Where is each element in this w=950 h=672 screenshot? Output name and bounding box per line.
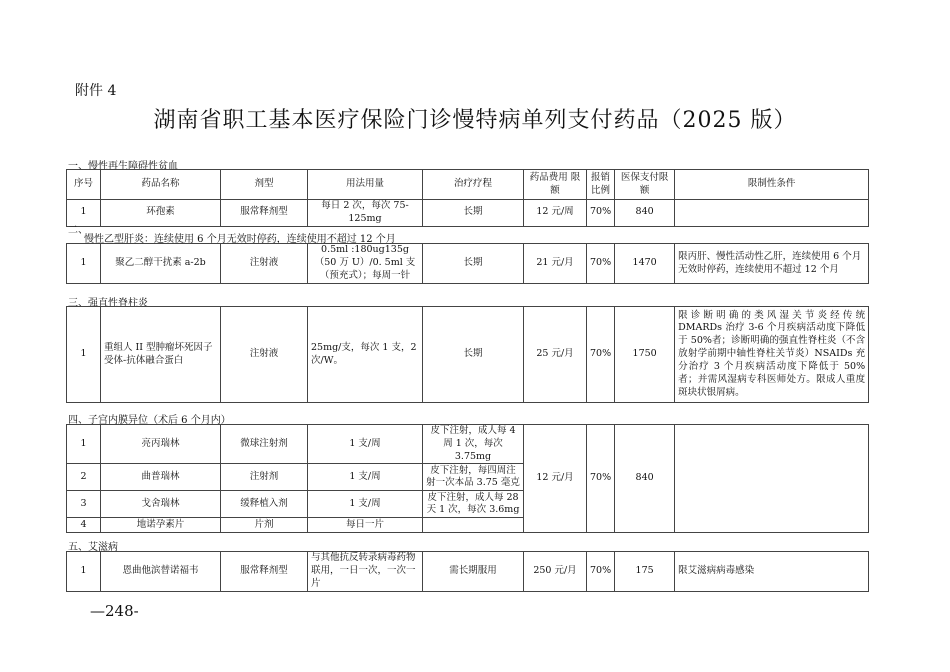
cell-name: 聚乙二醇干扰素 a-2b <box>101 244 221 284</box>
table-row <box>67 307 869 403</box>
header-cell: 用法用量 <box>308 170 423 200</box>
cell-course: 长期 <box>423 244 524 284</box>
cell-course: 长期 <box>423 307 524 403</box>
table-row <box>67 244 869 284</box>
cell-form: 服常释剂型 <box>221 552 308 592</box>
cell-course: 需长期服用 <box>423 552 524 592</box>
cell-limit <box>675 425 869 533</box>
header-cell: 报销比例 <box>587 170 615 200</box>
cell-limit: 限艾滋病病毒感染 <box>675 552 869 592</box>
page-number: —248- <box>90 602 139 620</box>
cell-no: 1 <box>67 200 101 227</box>
cell-cost: 21 元/月 <box>524 244 587 284</box>
cell-ratio: 70% <box>587 552 615 592</box>
cell-no: 4 <box>67 518 101 533</box>
drug-table-section-1 <box>66 169 869 227</box>
cell-pay: 175 <box>615 552 675 592</box>
cell-pay: 840 <box>615 200 675 227</box>
cell-name: 重组人 II 型肿瘤坏死因子受体-抗体融合蛋白 <box>101 307 221 403</box>
attachment-label: 附件 4 <box>75 83 117 99</box>
cell-name: 地诺孕素片 <box>101 518 221 533</box>
cell-name: 环孢素 <box>101 200 221 227</box>
drug-table-section-2 <box>66 243 869 284</box>
cell-cost: 25 元/月 <box>524 307 587 403</box>
cell-limit <box>675 200 869 227</box>
table-row <box>67 200 869 227</box>
section-title-1: 一、慢性再生障碍性贫血 <box>68 161 178 172</box>
cell-cost: 12 元/周 <box>524 200 587 227</box>
cell-form: 缓释植入剂 <box>221 491 308 518</box>
cell-dosage: 0.5ml :180ug135g（50 万 U）/0. 5ml 支（预充式）；每周一针 <box>308 244 423 284</box>
cell-course: 皮下注射，成人每 4 周 1 次，每次 3.75mg <box>423 425 524 464</box>
table-row <box>67 552 869 592</box>
header-cell: 序号 <box>67 170 101 200</box>
cell-limit: 限丙肝、慢性活动性乙肝，连续使用 6 个月无效时停药，连续使用不超过 12 个月 <box>675 244 869 284</box>
cell-dosage: 每日 2 次，每次 75-125mg <box>308 200 423 227</box>
section-title-3: 三、强直性脊柱炎 <box>68 298 148 309</box>
cell-ratio: 70% <box>587 425 615 533</box>
cell-no: 1 <box>67 244 101 284</box>
cell-dosage: 与其他抗反转录病毒药物联用，一日一次，一次一片 <box>308 552 423 592</box>
cell-no: 1 <box>67 552 101 592</box>
section-title-5: 五、艾滋病 <box>68 542 118 553</box>
cell-no: 2 <box>67 464 101 491</box>
cell-course: 皮下注射，成人每 28 天 1 次，每次 3.6mg <box>423 491 524 518</box>
cell-course <box>423 518 524 533</box>
cell-form: 片剂 <box>221 518 308 533</box>
header-cell: 剂型 <box>221 170 308 200</box>
cell-ratio: 70% <box>587 244 615 284</box>
cell-name: 亮丙瑞林 <box>101 425 221 464</box>
header-cell: 医保支付限额 <box>615 170 675 200</box>
cell-form: 服常释剂型 <box>221 200 308 227</box>
cell-name: 曲普瑞林 <box>101 464 221 491</box>
cell-course: 长期 <box>423 200 524 227</box>
header-cell: 药品费用 限额 <box>524 170 587 200</box>
cell-dosage: 25mg/支，每次 1 支，2 次/W。 <box>308 307 423 403</box>
cell-ratio: 70% <box>587 307 615 403</box>
document-title: 湖南省职工基本医疗保险门诊慢特病单列支付药品（2025 版） <box>153 108 797 133</box>
cell-dosage: 1 支/周 <box>308 425 423 464</box>
header-cell: 限制性条件 <box>675 170 869 200</box>
header-cell: 治疗疗程 <box>423 170 524 200</box>
cell-dosage: 1 支/周 <box>308 464 423 491</box>
cell-form: 微球注射剂 <box>221 425 308 464</box>
cell-course: 皮下注射，每四周注射一次本品 3.75 毫克 <box>423 464 524 491</box>
cell-form: 注射液 <box>221 307 308 403</box>
cell-no: 1 <box>67 307 101 403</box>
cell-pay: 1470 <box>615 244 675 284</box>
cell-pay: 1750 <box>615 307 675 403</box>
section-prefix-2: 二、 <box>68 225 88 236</box>
cell-dosage: 1 支/周 <box>308 491 423 518</box>
cell-form: 注射剂 <box>221 464 308 491</box>
cell-cost: 250 元/月 <box>524 552 587 592</box>
cell-limit: 限诊断明确的类风湿关节炎经传统 DMARDs 治疗 3-6 个月疾病活动度下降低于 50%者；诊断明确的强直性脊柱炎（不含放射学前期中轴性脊柱关节炎）NSAIDs 充分治疗 3 个月疾病活动度下降低于 50%者；并需风湿病专科医师处方。限成人重度斑块状银屑病。 <box>675 307 869 403</box>
section-title-2: 慢性乙型肝炎：连续使用 6 个月无效时停药，连续使用不超过 12 个月 <box>84 234 396 245</box>
cell-name: 戈舍瑞林 <box>101 491 221 518</box>
drug-table-section-5 <box>66 551 869 592</box>
cell-cost: 12 元/月 <box>524 425 587 533</box>
cell-name: 恩曲他滨替诺福韦 <box>101 552 221 592</box>
cell-no: 3 <box>67 491 101 518</box>
cell-pay: 840 <box>615 425 675 533</box>
table-header-row <box>67 170 869 200</box>
cell-dosage: 每日一片 <box>308 518 423 533</box>
drug-table-section-3 <box>66 306 869 403</box>
cell-form: 注射液 <box>221 244 308 284</box>
drug-table-section-4 <box>66 424 869 533</box>
cell-no: 1 <box>67 425 101 464</box>
header-cell: 药品名称 <box>101 170 221 200</box>
table-row <box>67 425 869 464</box>
section-title-4: 四、子宫内膜异位（术后 6 个月内） <box>68 415 231 426</box>
cell-ratio: 70% <box>587 200 615 227</box>
